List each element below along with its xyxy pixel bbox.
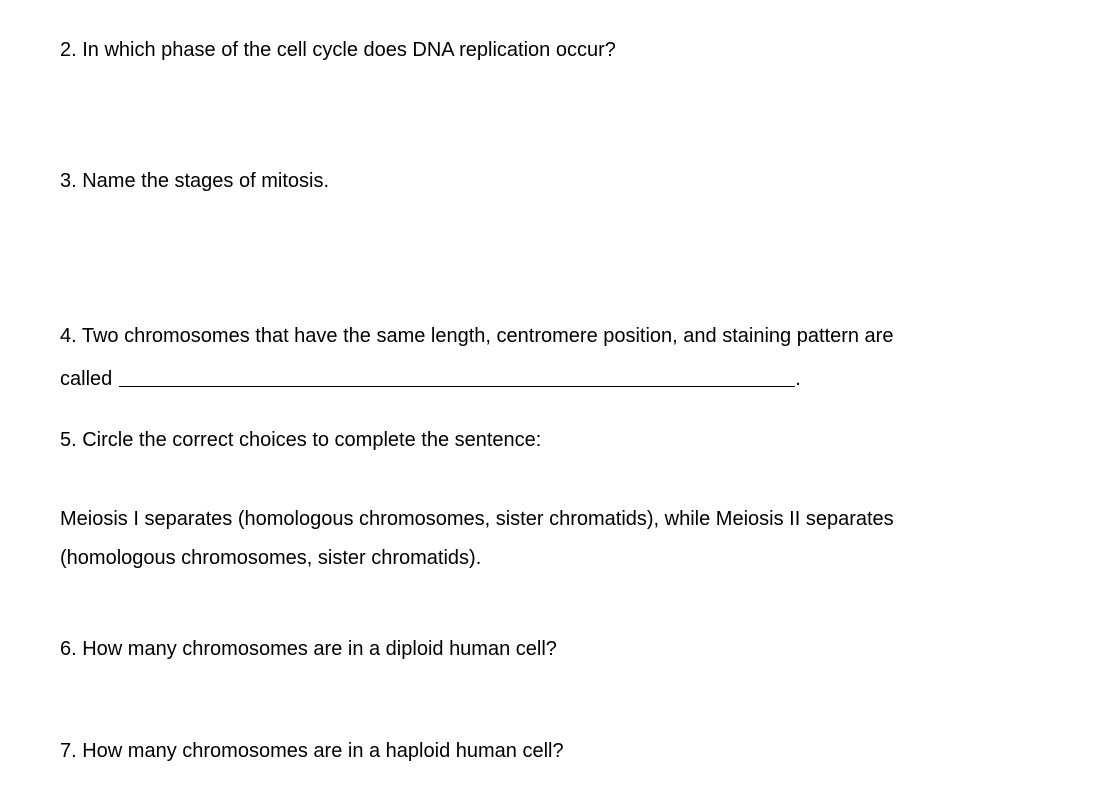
question-7: 7. How many chromosomes are in a haploid human cell? (60, 740, 564, 762)
question-3: 3. Name the stages of mitosis. (60, 170, 330, 192)
question-6: 6. How many chromosomes are in a diploid human cell? (60, 638, 557, 660)
question-2: 2. In which phase of the cell cycle does DNA replication occur? (60, 39, 616, 61)
question-5-prompt: 5. Circle the correct choices to complete the sentence: (60, 429, 542, 451)
question-5-sentence-line-2: (homologous chromosomes, sister chromatids). (60, 547, 482, 569)
question-4-line-1: 4. Two chromosomes that have the same length, centromere position, and staining pattern are (60, 325, 894, 347)
question-5-sentence-line-1: Meiosis I separates (homologous chromosomes, sister chromatids), while Meiosis II separates (60, 508, 894, 530)
question-4-prefix: called (60, 368, 113, 390)
question-4-line-2 (60, 364, 801, 391)
fill-in-blank-line[interactable] (119, 366, 795, 387)
question-4-suffix: . (795, 368, 801, 390)
